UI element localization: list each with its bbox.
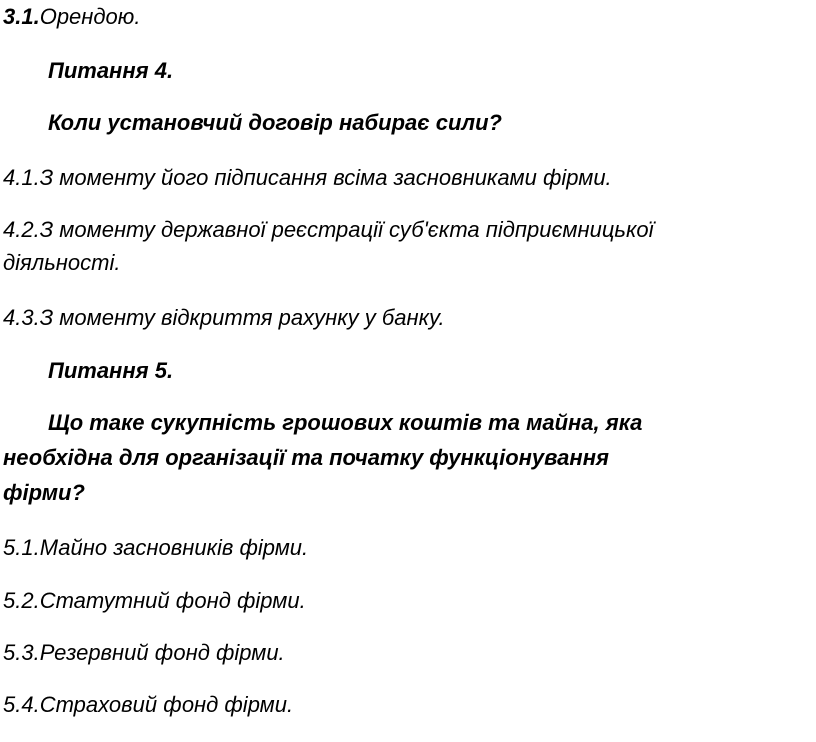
question-5-text-line-1: Що таке сукупність грошових коштів та майна, яка [48, 410, 643, 435]
answer-option-5-1: 5.1.Майно засновників фірми. [3, 535, 309, 560]
question-5-heading: Питання 5. [48, 358, 174, 383]
answer-option-4-1: 4.1.З моменту його підписання всіма засновниками фірми. [3, 165, 612, 190]
question-4-heading: Питання 4. [48, 58, 174, 83]
answer-option-4-2-line-1: 4.2.З моменту державної реєстрації суб'єкта підприємницької [3, 217, 654, 242]
question-5-text-line-3: фірми? [3, 480, 85, 505]
answer-option-4-2-line-2: діяльності. [3, 250, 121, 275]
previous-answer-text: Орендою. [39, 4, 141, 29]
answer-option-4-3: 4.3.З моменту відкриття рахунку у банку. [3, 305, 445, 330]
previous-answer-number: 3.1. [3, 4, 40, 29]
question-4-text: Коли установчий договір набирає сили? [48, 110, 502, 135]
question-5-text-line-2: необхідна для організації та початку функціонування [3, 445, 609, 470]
answer-option-5-2: 5.2.Статутний фонд фірми. [3, 588, 306, 613]
answer-option-5-4: 5.4.Страховий фонд фірми. [3, 692, 294, 717]
answer-option-5-3: 5.3.Резервний фонд фірми. [3, 640, 285, 665]
previous-answer [3, 4, 140, 30]
